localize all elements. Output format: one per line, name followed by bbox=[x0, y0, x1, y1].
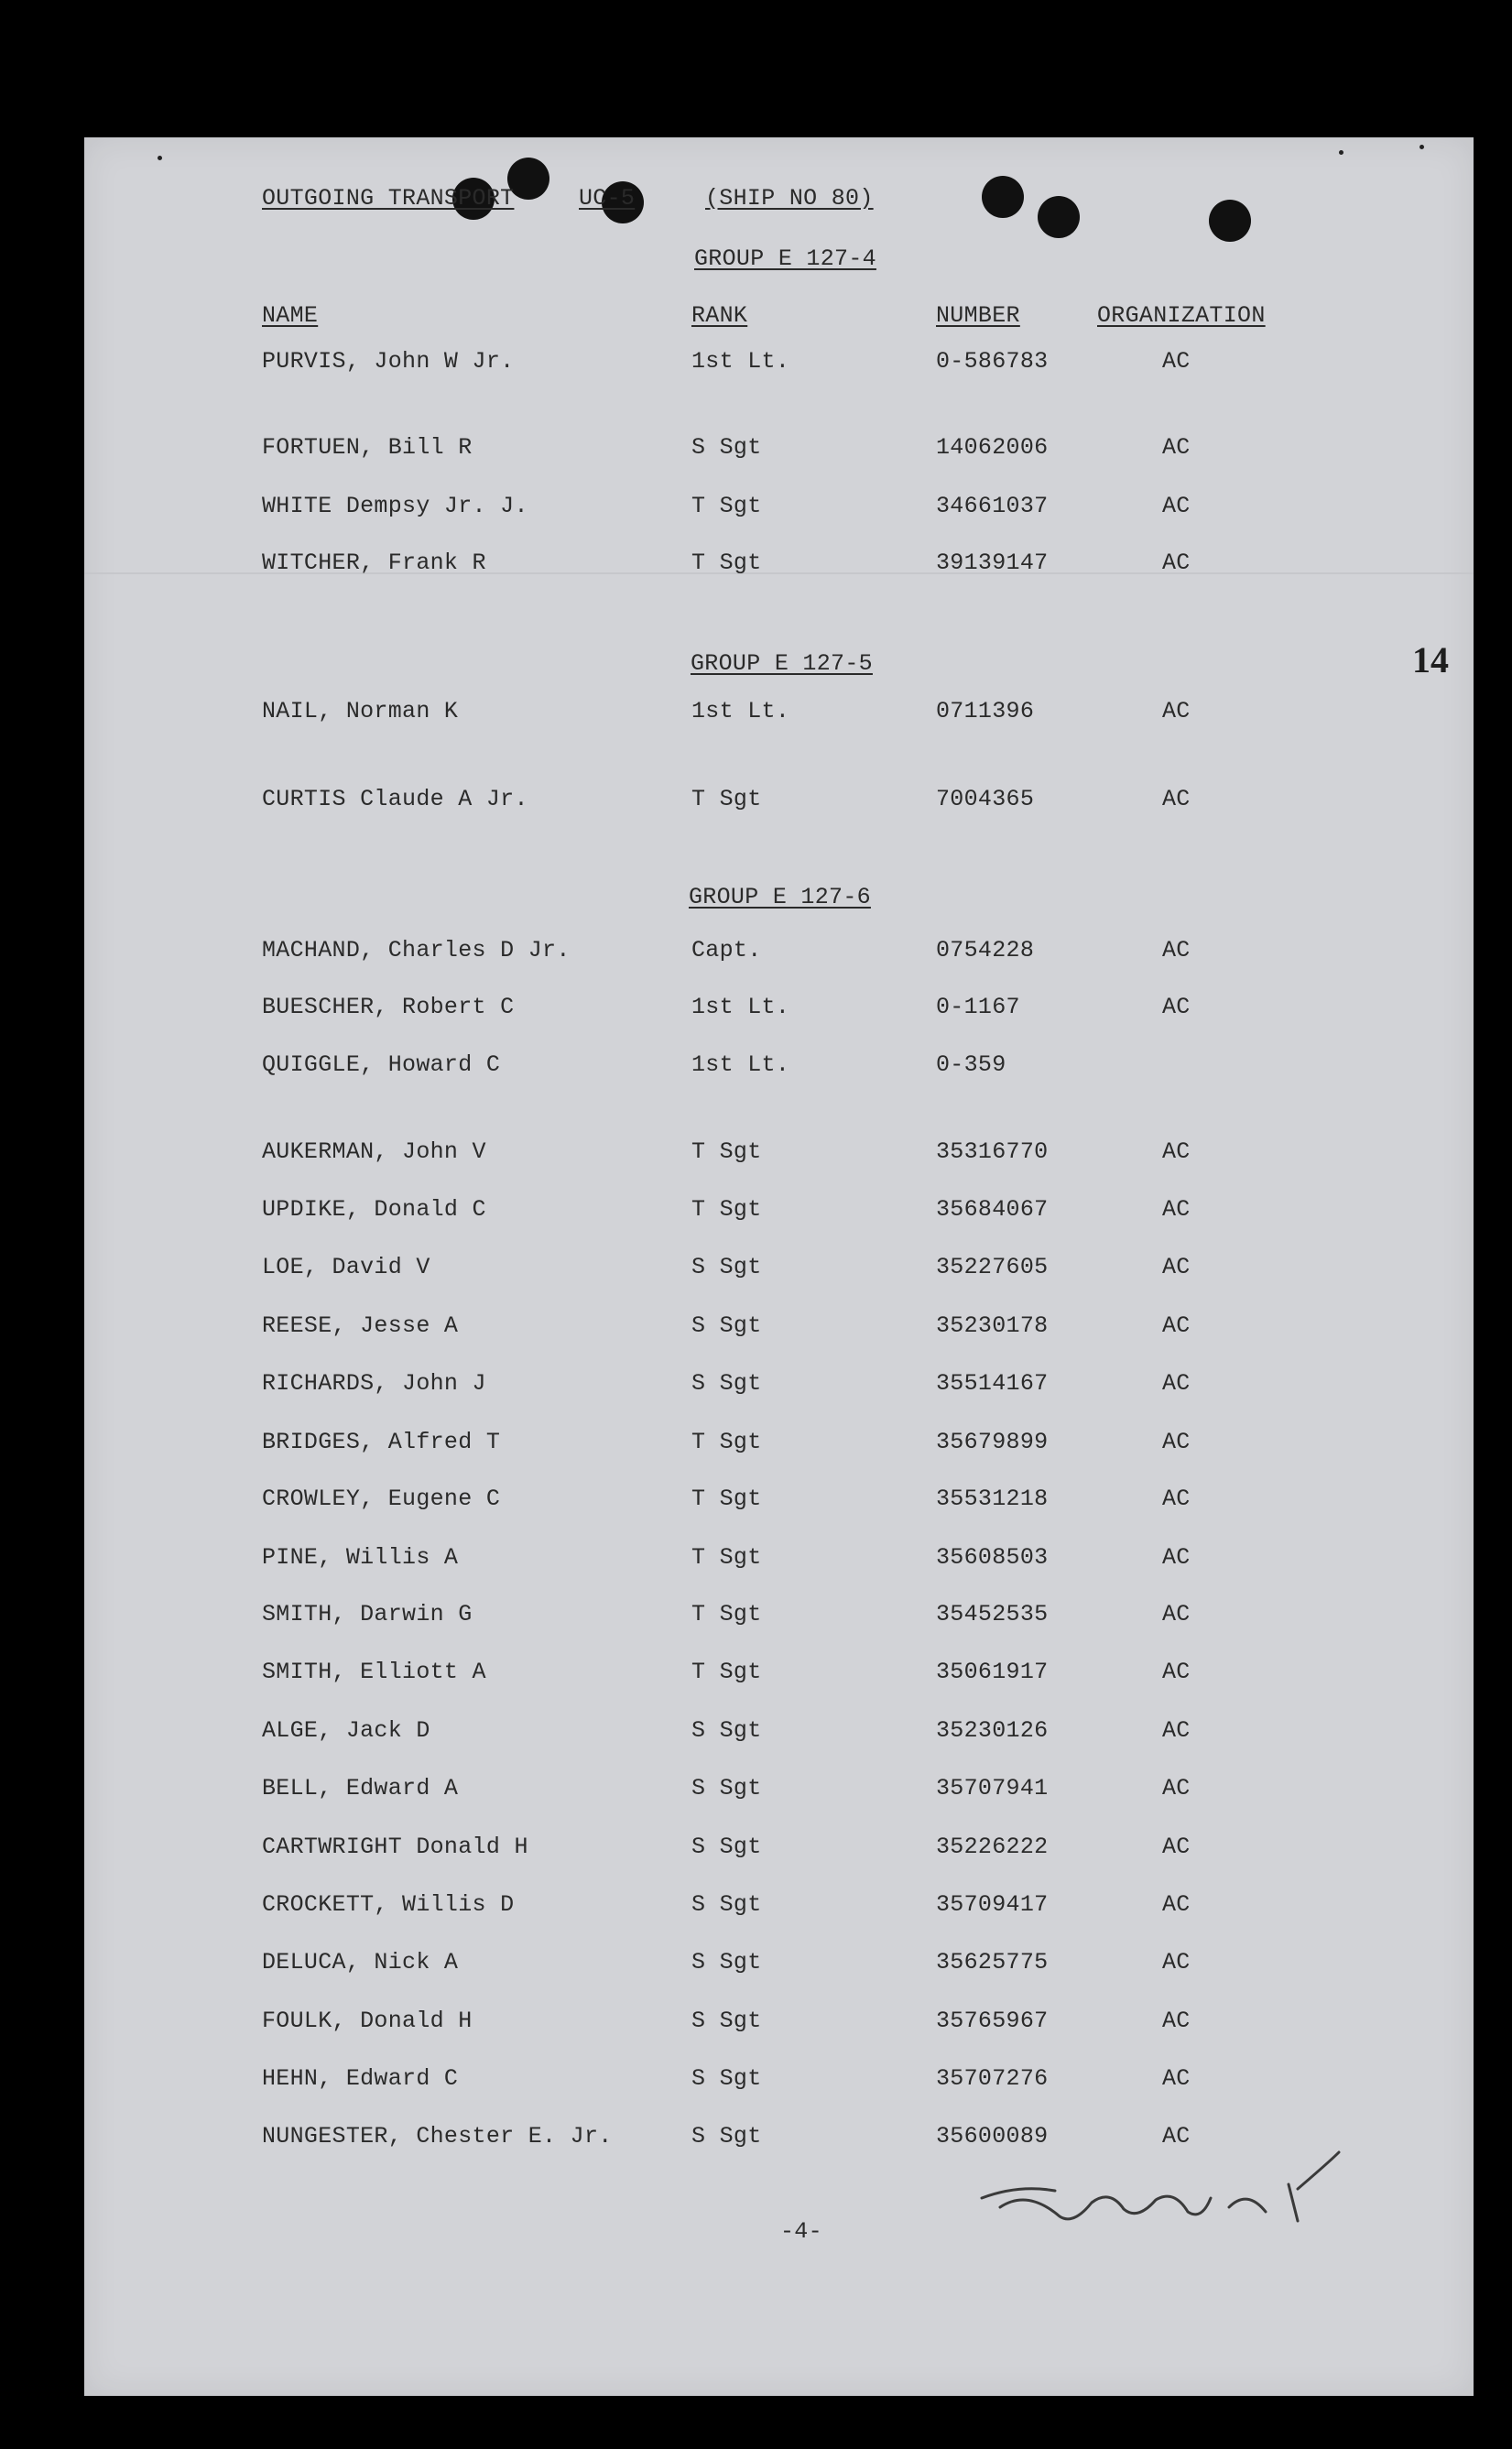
roster-cell-org: AC bbox=[1162, 2123, 1191, 2150]
roster-cell-org: AC bbox=[1162, 493, 1191, 519]
roster-cell-name: FOULK, Donald H bbox=[262, 2008, 473, 2034]
roster-cell-number: 35625775 bbox=[936, 1949, 1049, 1976]
roster-cell-name: MACHAND, Charles D Jr. bbox=[262, 937, 571, 963]
roster-cell-number: 35531218 bbox=[936, 1486, 1049, 1512]
roster-cell-number: 14062006 bbox=[936, 434, 1049, 461]
roster-cell-org: AC bbox=[1162, 1834, 1191, 1860]
footer-page-mark: -4- bbox=[780, 2218, 822, 2245]
roster-cell-number: 0754228 bbox=[936, 937, 1035, 963]
roster-cell-rank: T Sgt bbox=[691, 1138, 762, 1165]
transport-id: UC-5 bbox=[579, 185, 636, 212]
roster-cell-name: NUNGESTER, Chester E. Jr. bbox=[262, 2123, 613, 2150]
roster-cell-number: 35230178 bbox=[936, 1312, 1049, 1339]
roster-cell-org: AC bbox=[1162, 1429, 1191, 1455]
roster-cell-rank: T Sgt bbox=[691, 1429, 762, 1455]
punch-hole-6 bbox=[1209, 200, 1251, 242]
roster-cell-rank: S Sgt bbox=[691, 1891, 762, 1918]
roster-cell-rank: T Sgt bbox=[691, 786, 762, 812]
roster-cell-org: AC bbox=[1162, 2008, 1191, 2034]
roster-cell-number: 7004365 bbox=[936, 786, 1035, 812]
roster-cell-org: AC bbox=[1162, 1312, 1191, 1339]
roster-cell-number: 35707941 bbox=[936, 1775, 1049, 1801]
roster-cell-rank: S Sgt bbox=[691, 1775, 762, 1801]
roster-cell-rank: T Sgt bbox=[691, 1601, 762, 1627]
column-header-number: NUMBER bbox=[936, 302, 1020, 329]
roster-cell-org: AC bbox=[1162, 698, 1191, 724]
roster-cell-org: AC bbox=[1162, 1544, 1191, 1571]
roster-cell-name: REESE, Jesse A bbox=[262, 1312, 459, 1339]
roster-cell-number: 34661037 bbox=[936, 493, 1049, 519]
roster-cell-org: AC bbox=[1162, 434, 1191, 461]
roster-cell-org: AC bbox=[1162, 1949, 1191, 1976]
roster-cell-number: 35226222 bbox=[936, 1834, 1049, 1860]
roster-cell-org: AC bbox=[1162, 1254, 1191, 1280]
column-header-name: NAME bbox=[262, 302, 319, 329]
roster-cell-rank: Capt. bbox=[691, 937, 762, 963]
signature bbox=[936, 2134, 1412, 2244]
roster-cell-rank: T Sgt bbox=[691, 1659, 762, 1685]
roster-cell-rank: S Sgt bbox=[691, 1312, 762, 1339]
roster-cell-number: 35765967 bbox=[936, 2008, 1049, 2034]
speck bbox=[1339, 150, 1343, 155]
punch-hole-4 bbox=[982, 176, 1024, 218]
roster-cell-rank: T Sgt bbox=[691, 1544, 762, 1571]
roster-cell-number: 35679899 bbox=[936, 1429, 1049, 1455]
roster-cell-rank: 1st Lt. bbox=[691, 348, 790, 375]
speck bbox=[158, 156, 162, 160]
roster-cell-name: BELL, Edward A bbox=[262, 1775, 459, 1801]
ship-number: (SHIP NO 80) bbox=[705, 185, 874, 212]
roster-cell-number: 35707276 bbox=[936, 2065, 1049, 2092]
roster-cell-number: 35514167 bbox=[936, 1370, 1049, 1397]
speck bbox=[1420, 145, 1424, 149]
roster-cell-number: 35230126 bbox=[936, 1717, 1049, 1744]
roster-cell-name: RICHARDS, John J bbox=[262, 1370, 486, 1397]
roster-cell-org: AC bbox=[1162, 2065, 1191, 2092]
roster-cell-org: AC bbox=[1162, 1138, 1191, 1165]
roster-cell-rank: S Sgt bbox=[691, 2008, 762, 2034]
group-title: GROUP E 127-4 bbox=[694, 245, 876, 272]
punch-hole-5 bbox=[1038, 196, 1080, 238]
roster-cell-name: PURVIS, John W Jr. bbox=[262, 348, 515, 375]
roster-cell-rank: S Sgt bbox=[691, 434, 762, 461]
roster-cell-number: 0-359 bbox=[936, 1051, 1006, 1078]
column-header-organization: ORGANIZATION bbox=[1097, 302, 1266, 329]
roster-cell-name: LOE, David V bbox=[262, 1254, 430, 1280]
roster-cell-name: BUESCHER, Robert C bbox=[262, 994, 515, 1020]
roster-cell-name: CURTIS Claude A Jr. bbox=[262, 786, 528, 812]
roster-cell-number: 35709417 bbox=[936, 1891, 1049, 1918]
roster-cell-name: BRIDGES, Alfred T bbox=[262, 1429, 501, 1455]
roster-cell-name: SMITH, Darwin G bbox=[262, 1601, 473, 1627]
roster-cell-name: WITCHER, Frank R bbox=[262, 550, 486, 576]
roster-cell-number: 35684067 bbox=[936, 1196, 1049, 1223]
roster-cell-rank: T Sgt bbox=[691, 493, 762, 519]
roster-cell-org: AC bbox=[1162, 1775, 1191, 1801]
roster-cell-org: AC bbox=[1162, 1659, 1191, 1685]
roster-cell-rank: T Sgt bbox=[691, 1486, 762, 1512]
roster-cell-name: SMITH, Elliott A bbox=[262, 1659, 486, 1685]
roster-cell-rank: 1st Lt. bbox=[691, 698, 790, 724]
roster-cell-rank: 1st Lt. bbox=[691, 994, 790, 1020]
roster-cell-name: ALGE, Jack D bbox=[262, 1717, 430, 1744]
roster-cell-org: AC bbox=[1162, 1717, 1191, 1744]
roster-cell-rank: S Sgt bbox=[691, 1717, 762, 1744]
roster-cell-rank: T Sgt bbox=[691, 1196, 762, 1223]
roster-cell-number: 0-1167 bbox=[936, 994, 1020, 1020]
roster-cell-org: AC bbox=[1162, 1196, 1191, 1223]
roster-cell-rank: S Sgt bbox=[691, 1949, 762, 1976]
roster-cell-name: WHITE Dempsy Jr. J. bbox=[262, 493, 528, 519]
roster-cell-name: CROWLEY, Eugene C bbox=[262, 1486, 501, 1512]
roster-cell-rank: S Sgt bbox=[691, 1254, 762, 1280]
roster-cell-rank: S Sgt bbox=[691, 1834, 762, 1860]
page-number: 14 bbox=[1412, 639, 1449, 680]
roster-cell-name: UPDIKE, Donald C bbox=[262, 1196, 486, 1223]
roster-cell-org: AC bbox=[1162, 550, 1191, 576]
roster-cell-number: 39139147 bbox=[936, 550, 1049, 576]
roster-cell-number: 35452535 bbox=[936, 1601, 1049, 1627]
column-header-rank: RANK bbox=[691, 302, 748, 329]
roster-cell-name: NAIL, Norman K bbox=[262, 698, 459, 724]
group-title: GROUP E 127-6 bbox=[689, 884, 871, 910]
roster-cell-org: AC bbox=[1162, 1370, 1191, 1397]
roster-cell-name: QUIGGLE, Howard C bbox=[262, 1051, 501, 1078]
document-title: OUTGOING TRANSPORT bbox=[262, 185, 515, 212]
roster-cell-rank: T Sgt bbox=[691, 550, 762, 576]
roster-cell-number: 35608503 bbox=[936, 1544, 1049, 1571]
roster-cell-org: AC bbox=[1162, 1601, 1191, 1627]
group-title: GROUP E 127-5 bbox=[691, 650, 873, 677]
roster-cell-name: PINE, Willis A bbox=[262, 1544, 459, 1571]
roster-cell-org: AC bbox=[1162, 1486, 1191, 1512]
roster-cell-rank: S Sgt bbox=[691, 1370, 762, 1397]
roster-cell-name: FORTUEN, Bill R bbox=[262, 434, 473, 461]
roster-cell-org: AC bbox=[1162, 348, 1191, 375]
roster-cell-name: CROCKETT, Willis D bbox=[262, 1891, 515, 1918]
roster-cell-number: 35316770 bbox=[936, 1138, 1049, 1165]
roster-cell-name: CARTWRIGHT Donald H bbox=[262, 1834, 528, 1860]
roster-cell-name: DELUCA, Nick A bbox=[262, 1949, 459, 1976]
roster-cell-name: AUKERMAN, John V bbox=[262, 1138, 486, 1165]
roster-cell-org: AC bbox=[1162, 937, 1191, 963]
roster-cell-org: AC bbox=[1162, 994, 1191, 1020]
roster-cell-number: 35227605 bbox=[936, 1254, 1049, 1280]
roster-cell-rank: S Sgt bbox=[691, 2065, 762, 2092]
roster-cell-rank: S Sgt bbox=[691, 2123, 762, 2150]
roster-cell-number: 0-586783 bbox=[936, 348, 1049, 375]
roster-cell-number: 35600089 bbox=[936, 2123, 1049, 2150]
document-page bbox=[84, 137, 1474, 2396]
roster-cell-name: HEHN, Edward C bbox=[262, 2065, 459, 2092]
roster-cell-org: AC bbox=[1162, 1891, 1191, 1918]
roster-cell-org: AC bbox=[1162, 786, 1191, 812]
roster-cell-number: 0711396 bbox=[936, 698, 1035, 724]
roster-cell-rank: 1st Lt. bbox=[691, 1051, 790, 1078]
roster-cell-number: 35061917 bbox=[936, 1659, 1049, 1685]
